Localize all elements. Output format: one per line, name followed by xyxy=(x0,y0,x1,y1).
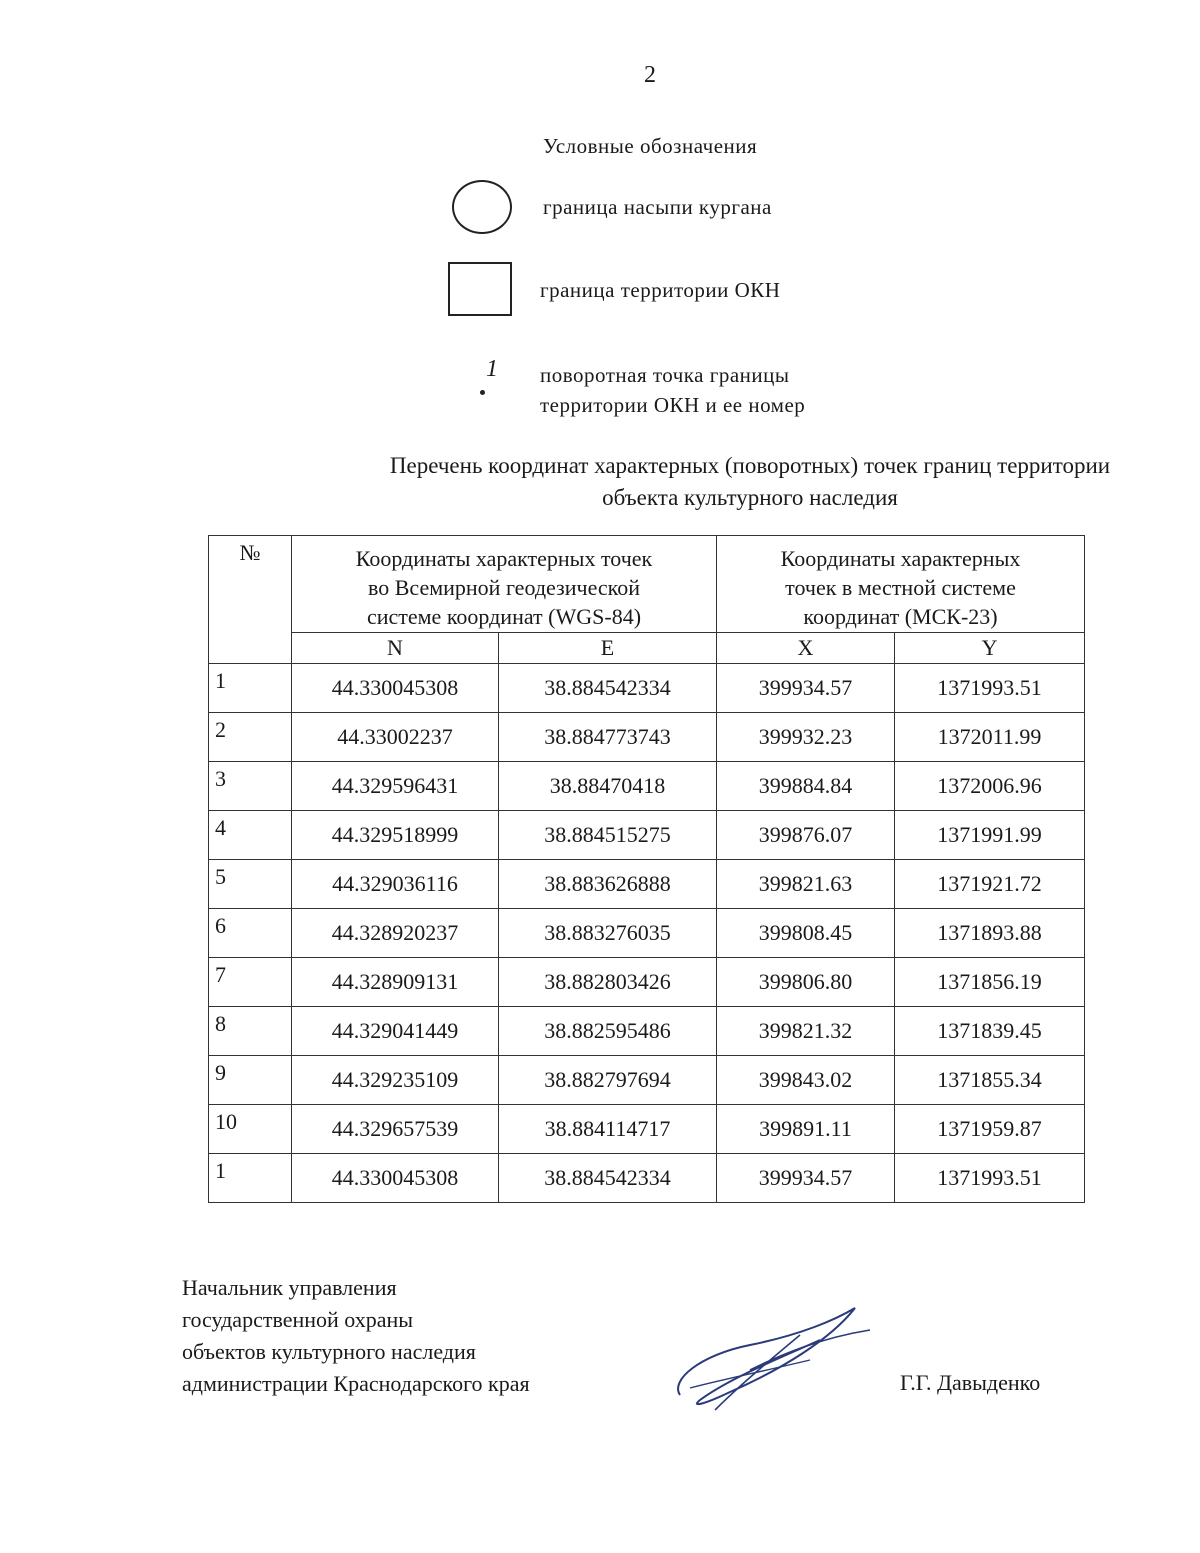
cell-e: 38.884542334 xyxy=(499,664,717,713)
wgs-header-line1: Координаты характерных точек xyxy=(355,546,653,571)
cell-x: 399934.57 xyxy=(717,664,895,713)
circle-symbol-icon xyxy=(452,180,512,234)
position-line3: объектов культурного наследия xyxy=(182,1339,476,1364)
cell-num: 10 xyxy=(209,1105,292,1154)
cell-x: 399821.63 xyxy=(717,860,895,909)
cell-x: 399932.23 xyxy=(717,713,895,762)
cell-n: 44.328920237 xyxy=(292,909,499,958)
cell-num: 2 xyxy=(209,713,292,762)
legend-point-label xyxy=(540,360,805,420)
list-title-line1: Перечень координат характерных (поворотных) точек границ территории xyxy=(389,453,1111,478)
cell-num: 7 xyxy=(209,958,292,1007)
cell-y: 1371993.51 xyxy=(895,664,1085,713)
cell-x: 399884.84 xyxy=(717,762,895,811)
cell-e: 38.884773743 xyxy=(499,713,717,762)
coordinates-table xyxy=(208,535,1085,1203)
table-row xyxy=(209,909,1085,958)
header-msk23 xyxy=(717,536,1085,633)
cell-num: 3 xyxy=(209,762,292,811)
cell-n: 44.33002237 xyxy=(292,713,499,762)
table-row xyxy=(209,1056,1085,1105)
cell-n: 44.329518999 xyxy=(292,811,499,860)
subheader-y: Y xyxy=(895,633,1085,664)
cell-y: 1371921.72 xyxy=(895,860,1085,909)
cell-num: 1 xyxy=(209,1154,292,1203)
list-title-line2: объекта культурного наследия xyxy=(602,485,898,510)
header-wgs84 xyxy=(292,536,717,633)
cell-x: 399821.32 xyxy=(717,1007,895,1056)
wgs-header-line3: системе координат (WGS-84) xyxy=(366,604,642,629)
legend-circle-label: граница насыпи кургана xyxy=(543,195,772,219)
cell-y: 1372011.99 xyxy=(895,713,1085,762)
cell-e: 38.882797694 xyxy=(499,1056,717,1105)
cell-n: 44.328909131 xyxy=(292,958,499,1007)
table-row xyxy=(209,762,1085,811)
cell-num: 1 xyxy=(209,664,292,713)
cell-y: 1371839.45 xyxy=(895,1007,1085,1056)
cell-num: 6 xyxy=(209,909,292,958)
cell-y: 1371991.99 xyxy=(895,811,1085,860)
cell-num: 8 xyxy=(209,1007,292,1056)
legend-point-line2: территории ОКН и ее номер xyxy=(540,393,806,417)
cell-num: 9 xyxy=(209,1056,292,1105)
position-line2: государственной охраны xyxy=(182,1307,414,1332)
table-row xyxy=(209,1154,1085,1203)
cell-x: 399843.02 xyxy=(717,1056,895,1105)
cell-e: 38.884542334 xyxy=(499,1154,717,1203)
cell-x: 399806.80 xyxy=(717,958,895,1007)
cell-e: 38.884515275 xyxy=(499,811,717,860)
cell-n: 44.329235109 xyxy=(292,1056,499,1105)
square-symbol-icon xyxy=(448,262,512,316)
turning-point-number: 1 xyxy=(486,356,498,382)
cell-y: 1371893.88 xyxy=(895,909,1085,958)
legend-title: Условные обозначения xyxy=(543,134,758,158)
table-row xyxy=(209,811,1085,860)
page-number: 2 xyxy=(644,62,656,88)
cell-e: 38.882595486 xyxy=(499,1007,717,1056)
cell-num: 5 xyxy=(209,860,292,909)
cell-n: 44.329041449 xyxy=(292,1007,499,1056)
cell-e: 38.882803426 xyxy=(499,958,717,1007)
legend-square-label: граница территории ОКН xyxy=(540,278,781,302)
subheader-e: E xyxy=(499,633,717,664)
subheader-n: N xyxy=(292,633,499,664)
cell-x: 399808.45 xyxy=(717,909,895,958)
cell-e: 38.883276035 xyxy=(499,909,717,958)
cell-e: 38.883626888 xyxy=(499,860,717,909)
coordinates-list-title xyxy=(200,450,1200,514)
signatory-name: Г.Г. Давыденко xyxy=(900,1370,1041,1395)
cell-x: 399876.07 xyxy=(717,811,895,860)
subheader-x: X xyxy=(717,633,895,664)
table-row xyxy=(209,713,1085,762)
cell-y: 1371855.34 xyxy=(895,1056,1085,1105)
cell-n: 44.329036116 xyxy=(292,860,499,909)
position-line4: администрации Краснодарского края xyxy=(182,1371,530,1396)
legend-point-line1: поворотная точка границы xyxy=(540,363,790,387)
msk-header-line1: Координаты характерных xyxy=(780,546,1021,571)
cell-n: 44.330045308 xyxy=(292,1154,499,1203)
cell-y: 1371959.87 xyxy=(895,1105,1085,1154)
position-line1: Начальник управления xyxy=(182,1275,397,1300)
table-row xyxy=(209,1105,1085,1154)
wgs-header-line2: во Всемирной геодезической xyxy=(368,575,640,600)
msk-header-line2: точек в местной системе xyxy=(785,575,1016,600)
cell-n: 44.329657539 xyxy=(292,1105,499,1154)
table-row xyxy=(209,860,1085,909)
cell-y: 1371993.51 xyxy=(895,1154,1085,1203)
table-row xyxy=(209,958,1085,1007)
cell-x: 399934.57 xyxy=(717,1154,895,1203)
cell-y: 1372006.96 xyxy=(895,762,1085,811)
handwritten-signature xyxy=(660,1300,880,1420)
msk-header-line3: координат (МСК-23) xyxy=(803,604,998,629)
signatory-position xyxy=(182,1272,530,1400)
cell-x: 399891.11 xyxy=(717,1105,895,1154)
header-number: № xyxy=(209,536,292,664)
cell-y: 1371856.19 xyxy=(895,958,1085,1007)
cell-e: 38.88470418 xyxy=(499,762,717,811)
cell-n: 44.330045308 xyxy=(292,664,499,713)
turning-point-icon xyxy=(480,390,485,395)
table-row xyxy=(209,664,1085,713)
cell-n: 44.329596431 xyxy=(292,762,499,811)
cell-e: 38.884114717 xyxy=(499,1105,717,1154)
table-row xyxy=(209,1007,1085,1056)
cell-num: 4 xyxy=(209,811,292,860)
